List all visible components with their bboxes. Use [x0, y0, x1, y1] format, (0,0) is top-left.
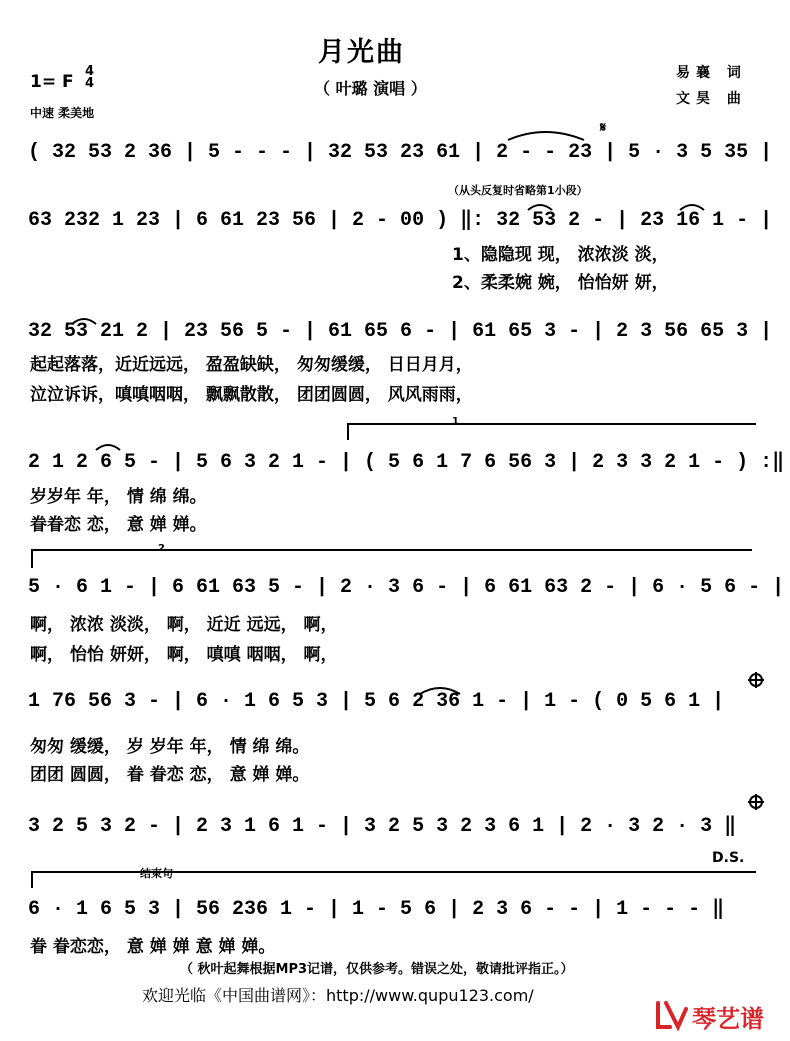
tempo-marking: 中速 柔美地: [30, 106, 95, 120]
lyric-line-8: 眷 眷恋恋， 意 婵 婵 意 婵 婵。: [30, 937, 276, 957]
repeat-note: （从头反复时省略第1小段）: [448, 184, 588, 197]
lyric-line-3a: 起起落落，近近远远， 盈盈缺缺， 匆匆缓缓， 日日月月，: [30, 355, 473, 375]
volta-1-bracket: [348, 424, 756, 440]
slur-1: [508, 132, 584, 140]
score-line-8: 6 · 1 6 5 3 | 56 236 1 - | 1 - 5 6 | 2 3 6 - - | 1 - - - ‖: [28, 898, 725, 921]
ending-label: 结束句: [140, 867, 173, 880]
lyric-line-2a: 1、隐隐现 现， 浓浓淡 淡，: [452, 245, 669, 265]
coda-icon-2: [748, 794, 764, 810]
score-line-1: ( 32 53 2 36 | 5 - - - | 32 53 23 61 | 2 - - 23 | 5 · 3 5 35 |: [28, 141, 773, 164]
slur-6: [420, 688, 460, 694]
lyric-line-5b: 啊， 怡怡 妍妍， 啊， 嗔嗔 咽咽， 啊，: [30, 645, 338, 665]
lyric-line-6a: 匆匆 缓缓， 岁 岁年 年， 情 绵 绵。: [30, 737, 310, 757]
ds-marking: D.S.: [712, 850, 745, 866]
song-title: 月光曲: [318, 37, 405, 68]
singer-credit: （ 叶璐 演唱 ）: [314, 79, 427, 98]
score-line-6: 1 76 56 3 - | 6 · 1 6 5 3 | 5 6 2 36 1 - | 1 - ( 0 5 6 1 |: [28, 690, 725, 713]
volta-2-label: 2: [158, 543, 165, 554]
lyric-line-4b: 眷眷恋 恋， 意 婵 婵。: [30, 515, 207, 535]
volta-1-label: 1: [452, 416, 459, 427]
slur-3: [680, 205, 704, 210]
lyricist-credit: 易襄 词: [676, 65, 747, 81]
slur-4: [72, 319, 96, 324]
slur-5: [96, 445, 120, 450]
score-line-3: 32 53 21 2 | 23 56 5 - | 61 65 6 - | 61 65 3 - | 2 3 56 65 3 |: [28, 320, 773, 343]
segno-icon: [599, 120, 606, 136]
time-bottom: 4: [85, 76, 95, 91]
score-line-2: 63 232 1 23 | 6 61 23 56 | 2 - 00 ) ‖: 32 53 2 - | 23 16 1 - |: [28, 209, 773, 232]
lyric-line-5a: 啊， 浓浓 淡淡， 啊， 近近 远远， 啊，: [30, 615, 338, 635]
key-signature: 1= F: [30, 72, 74, 92]
time-top: 4: [85, 64, 95, 79]
volta-2-bracket: [32, 550, 752, 568]
coda-icon-1: [748, 672, 764, 688]
score-line-7: 3 2 5 3 2 - | 2 3 1 6 1 - | 3 2 5 3 2 3 6 1 | 2 · 3 2 · 3 ‖: [28, 815, 737, 838]
score-line-4: 2 1 2 6 5 - | 5 6 3 2 1 - | ( 5 6 1 7 6 56 3 | 2 3 3 2 1 - ) :‖: [28, 451, 785, 474]
lyric-line-3b: 泣泣诉诉，嗔嗔咽咽， 飘飘散散， 团团圆圆， 风风雨雨，: [30, 385, 473, 405]
svg-text:𝄋: 𝄋: [600, 120, 607, 136]
slur-2: [528, 205, 552, 210]
composer-credit: 文昊 曲: [676, 91, 747, 107]
lyric-line-6b: 团团 圆圆， 眷 眷恋 恋， 意 婵 婵。: [30, 765, 310, 785]
lyric-line-2b: 2、柔柔婉 婉， 怡怡妍 妍，: [452, 273, 669, 293]
ending-bracket: [32, 872, 756, 888]
score-line-5: 5 · 6 1 - | 6 61 63 5 - | 2 · 3 6 - | 6 61 63 2 - | 6 · 5 6 - |: [28, 576, 785, 599]
lyric-line-4a: 岁岁年 年， 情 绵 绵。: [30, 487, 207, 507]
website-line: 欢迎光临《中国曲谱网》：http://www.qupu123.com/: [142, 986, 534, 1005]
transcriber-note: （ 秋叶起舞根据MP3记谱，仅供参考。错误之处，敬请批评指正。）: [180, 962, 574, 977]
logo-text: 琴艺谱: [692, 1005, 764, 1033]
